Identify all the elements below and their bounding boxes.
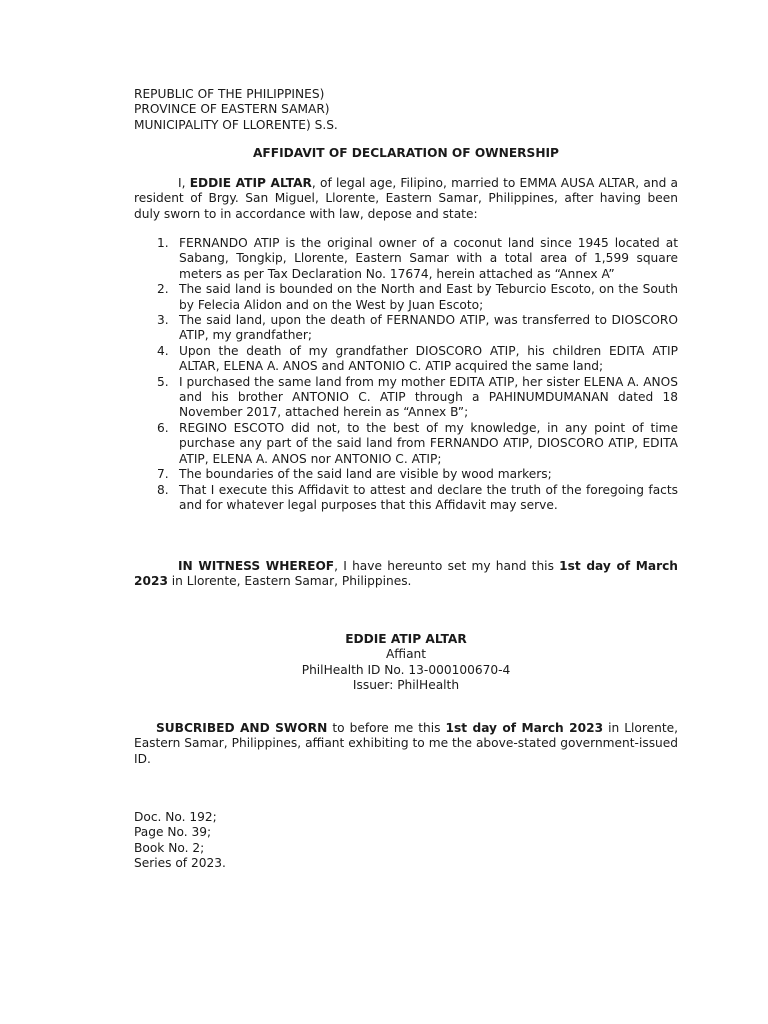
item-text: I purchased the same land from my mother EDITA ATIP, her sister ELENA A. ANOS and his brother ANTONIO C. ATIP through a PAHINUMDUMANAN dated 18 November 2017, attached herein as “Annex B”; (179, 374, 678, 420)
venue-header (134, 87, 694, 133)
item-text: FERNANDO ATIP is the original owner of a coconut land since 1945 located at Sabang, Tongkip, Llorente, Eastern Samar with a total area of 1,599 square meters as per Tax Declaration No. 17674, herein attached as “Annex A” (179, 236, 678, 281)
signatory-id: PhilHealth ID No. 13-000100670-4 (301, 662, 511, 677)
witness-tail: in Llorente, Eastern Samar, Philippines. (167, 574, 412, 589)
affiant-name: EDDIE ATIP ALTAR (189, 176, 312, 190)
item-number: 6. (157, 420, 169, 435)
list-item (134, 467, 678, 482)
signatory-id-issuer: Issuer: PhilHealth (352, 678, 460, 693)
list-item (134, 282, 678, 313)
jurat-paragraph (134, 721, 678, 767)
jurat-lead: SUBCRIBED AND SWORN (156, 721, 328, 735)
document-title: AFFIDAVIT OF DECLARATION OF OWNERSHIP (253, 146, 559, 160)
jurat-date: 1st day of March 2023 (445, 721, 604, 735)
doc-number: Doc. No. 192; (134, 810, 217, 824)
intro-text: , of legal age, Filipino, married to EMMA AUSA ALTAR, and a resident of Brgy. San Miguel, Llorente, Eastern Samar, Philippines, after having been duly sworn to in accordance with law, depose and state: (134, 176, 678, 221)
item-number: 1. (157, 236, 169, 250)
signature-block (134, 632, 678, 694)
list-item (134, 483, 678, 514)
statements-list (134, 236, 678, 513)
witness-lead: IN WITNESS WHEREOF (178, 559, 335, 573)
item-text: The said land, upon the death of FERNANDO ATIP, was transferred to DIOSCORO ATIP, my grandfather; (179, 313, 678, 343)
jurat-tail: in Llorente, Eastern Samar, Philippines, affiant exhibiting to me the above-stated government-issued ID. (134, 721, 678, 766)
item-text: The said land is bounded on the North and East by Teburcio Escoto, on the South by Felecia Alidon and on the West by Juan Escoto; (179, 282, 678, 312)
witness-text: , I have hereunto set my hand this (334, 559, 560, 573)
signatory-name: EDDIE ATIP ALTAR (345, 632, 467, 646)
series-year: Series of 2023. (134, 856, 226, 871)
item-number: 5. (157, 374, 169, 389)
item-text: That I execute this Affidavit to attest and declare the truth of the foregoing facts and for whatever legal purposes that this Affidavit may serve. (179, 482, 678, 512)
notarial-register (134, 810, 434, 872)
item-number: 4. (157, 343, 169, 358)
item-number: 7. (157, 467, 169, 482)
item-text: The boundaries of the said land are visible by wood markers; (179, 467, 552, 482)
book-number: Book No. 2; (134, 840, 205, 855)
intro-paragraph (134, 176, 678, 222)
jurat-text: to before me this (327, 721, 446, 735)
item-number: 3. (157, 313, 169, 328)
item-number: 8. (157, 482, 169, 497)
list-item (134, 375, 678, 421)
page-number: Page No. 39; (134, 825, 212, 840)
item-number: 2. (157, 282, 169, 297)
header-line-republic: REPUBLIC OF THE PHILIPPINES) (134, 87, 325, 101)
signatory-role: Affiant (385, 647, 427, 662)
list-item (134, 313, 678, 344)
header-line-province: PROVINCE OF EASTERN SAMAR) (134, 102, 330, 117)
witness-date: 1st day of March 2023 (134, 559, 678, 589)
witness-paragraph (134, 559, 678, 590)
header-line-municipality: MUNICIPALITY OF LLORENTE) S.S. (134, 117, 338, 132)
item-text: REGINO ESCOTO did not, to the best of my knowledge, in any point of time purchase any part of the said land from FERNANDO ATIP, DIOSCORO ATIP, EDITA ATIP, ELENA A. ANOS nor ANTONIO C. ATIP; (179, 420, 678, 466)
item-text: Upon the death of my grandfather DIOSCORO ATIP, his children EDITA ATIP ALTAR, ELENA A. ANOS and ANTONIO C. ATIP acquired the same land; (179, 343, 678, 374)
list-item (134, 236, 678, 282)
intro-prefix: I, (178, 176, 186, 190)
list-item (134, 421, 678, 467)
list-item (134, 344, 678, 375)
